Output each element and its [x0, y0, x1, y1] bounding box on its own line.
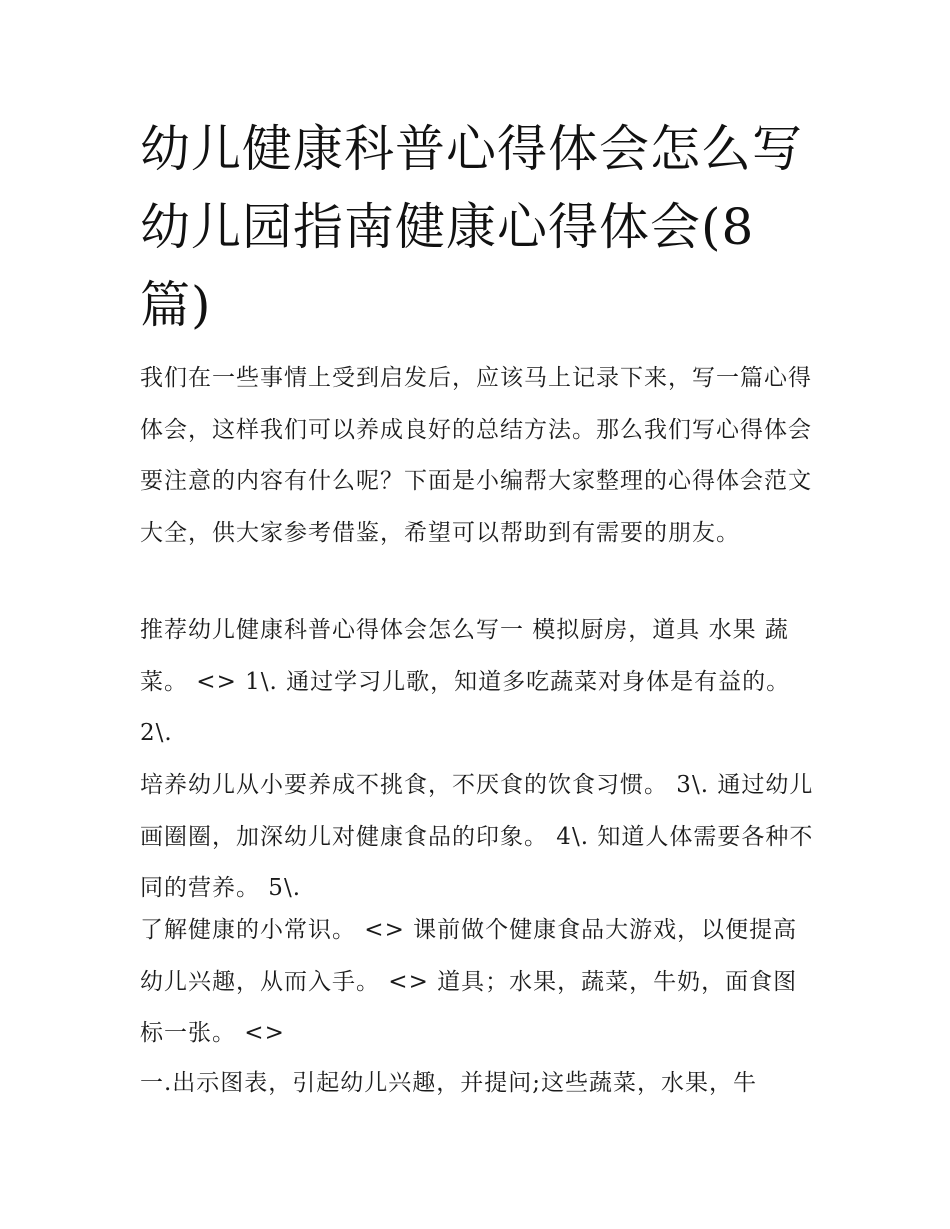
paragraph-recommend: 推荐幼儿健康科普心得体会怎么写一 模拟厨房，道具 水果 蔬菜。 <> 1\. 通过学习儿歌，知道多吃蔬菜对身体是有益的。 2\. — [140, 617, 791, 747]
paragraph-step-one: 一.出示图表，引起幼儿兴趣，并提问;这些蔬菜，水果，牛 — [140, 1070, 758, 1096]
paragraph-intro: 我们在一些事情上受到启发后，应该马上记录下来，写一篇心得体会，这样我们可以养成良好的总结方法。那么我们写心得体会要注意的内容有什么呢？下面是小编帮大家整理的心得体会范文大全，供大家参考借鉴，希望可以帮助到有需要的朋友。 — [140, 365, 812, 546]
paragraph-goals: 培养幼儿从小要养成不挑食，不厌食的饮食习惯。 3\. 通过幼儿画圈圈，加深幼儿对健康食品的印象。 4\. 知道人体需要各种不同的营养。 5\. — [140, 772, 814, 902]
document-title: 幼儿健康科普心得体会怎么写幼儿园指南健康心得体会(8篇) — [140, 120, 803, 334]
paragraph-preparation: 了解健康的小常识。 <> 课前做个健康食品大游戏，以便提高幼儿兴趣，从而入手。 <> 道具；水果，蔬菜，牛奶，面食图标一张。 <> — [140, 917, 798, 1047]
